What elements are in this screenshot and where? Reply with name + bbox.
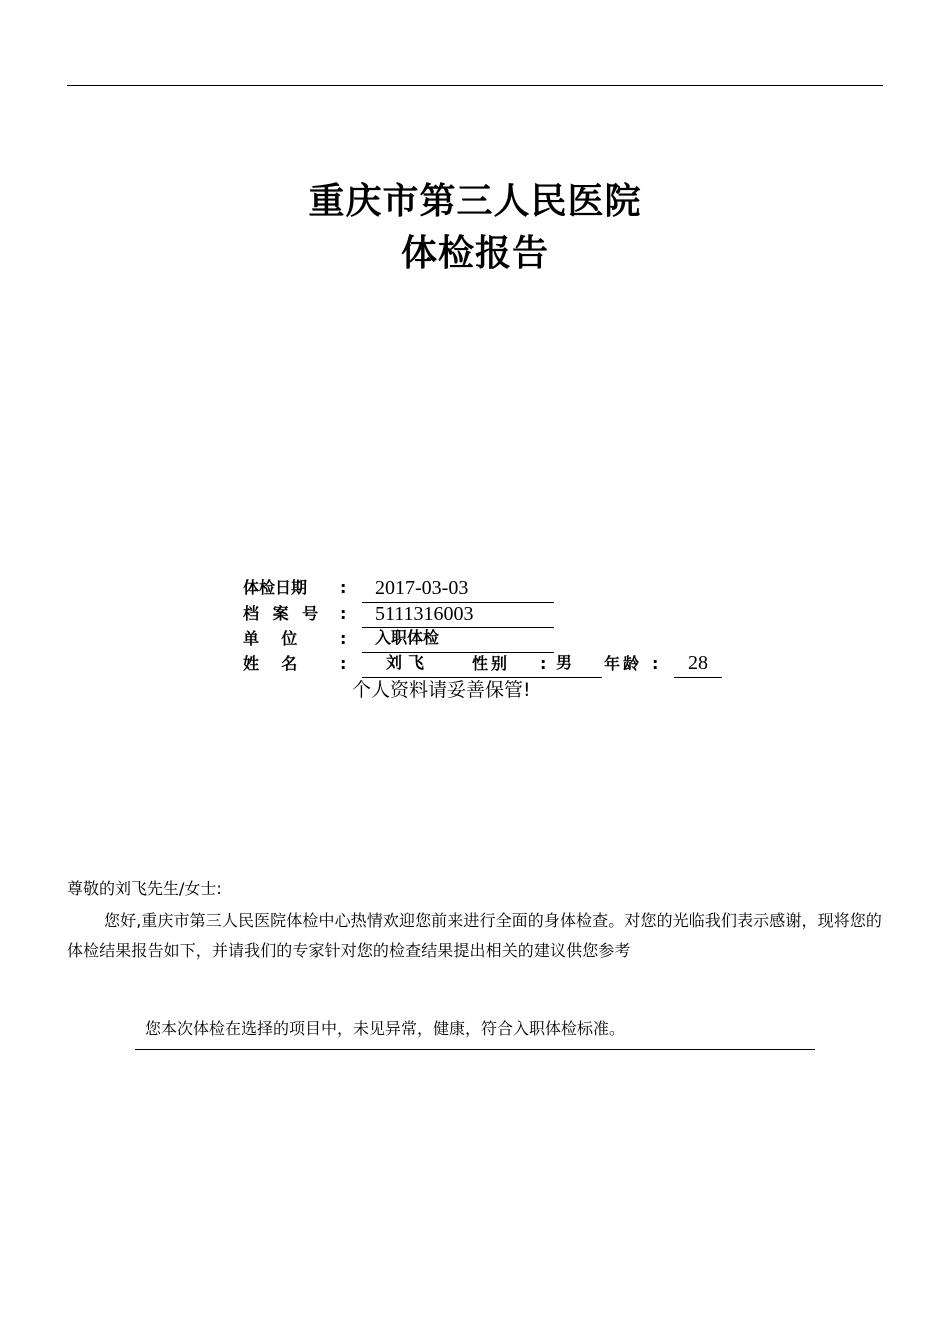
gender-label: 性别 (472, 654, 511, 673)
name-label: 姓 名 (243, 654, 298, 673)
file-no-colon: : (340, 604, 347, 623)
file-no-value: 5111316003 (375, 603, 474, 625)
top-rule (67, 85, 883, 86)
exam-date-label: 体检日期 (243, 578, 308, 597)
name-colon: : (340, 654, 347, 673)
name-value: 刘飞 (386, 653, 431, 672)
age-value: 28 (688, 652, 708, 674)
gender-colon: : (540, 654, 547, 673)
age-label: 年龄 (604, 654, 643, 673)
unit-colon: : (340, 629, 347, 648)
exam-conclusion: 您本次体检在选择的项目中，未见异常，健康，符合入职体检标准。 (145, 1019, 626, 1038)
unit-label: 单 位 (243, 629, 298, 648)
keep-safe-note: 个人资料请妥善保管! (352, 679, 531, 701)
greeting-paragraph: 您好,重庆市第三人民医院体检中心热情欢迎您前来进行全面的身体检查。对您的光临我们表示感谢，现将您的体检结果报告如下，并请我们的专家针对您的检查结果提出相关的建议供您参考 (67, 911, 882, 960)
age-colon: : (652, 654, 659, 673)
report-title: 体检报告 (400, 233, 549, 274)
hospital-name: 重庆市第三人民医院 (308, 181, 642, 222)
salutation: 尊敬的刘飞先生/女士: (67, 879, 222, 898)
conclusion-underline (135, 1049, 815, 1050)
age-underline (674, 677, 722, 678)
gender-value: 男 (556, 653, 573, 672)
exam-date-value: 2017-03-03 (375, 577, 469, 599)
file-no-label: 档 案 号 (243, 604, 323, 623)
unit-value: 入职体检 (375, 628, 440, 647)
exam-date-colon: : (340, 578, 347, 597)
